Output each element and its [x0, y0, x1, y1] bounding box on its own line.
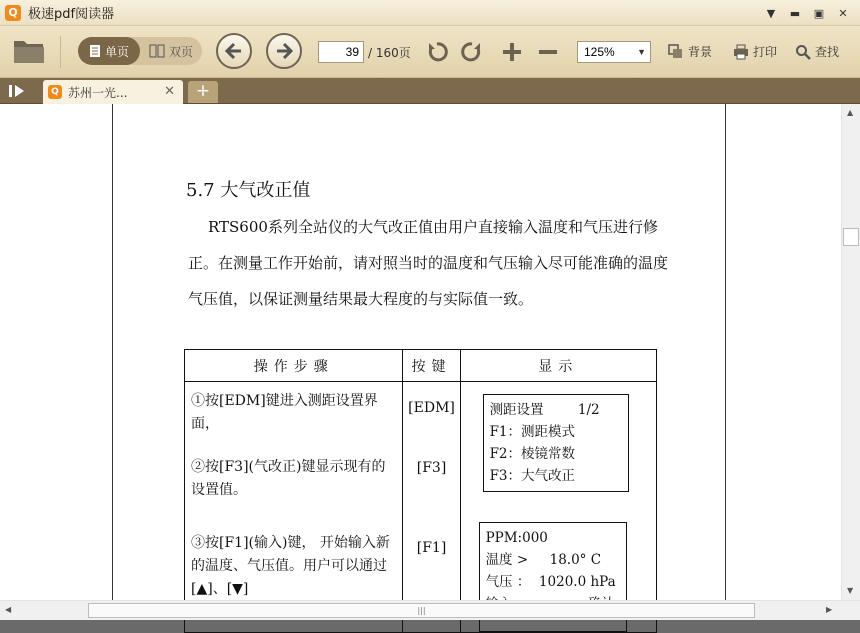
find-button[interactable] — [795, 43, 839, 60]
double-page-label: 双页 — [168, 44, 193, 59]
lcd-screen-1 — [483, 394, 629, 492]
paragraph-text: RTS600系列全站仪的大气改正值由用户直接输入温度和气压进行修正。在测量工作开始前，请对照当时的温度和气压输入尽可能准确的温度气压值，以保证测量结果最大程度的与实际值一致。 — [188, 218, 669, 308]
step-1: ①按[EDM]键进入测距设置界面， — [191, 393, 378, 432]
new-tab-button[interactable]: + — [188, 81, 218, 103]
double-page-icon — [149, 44, 165, 58]
print-label: 打印 — [753, 45, 778, 59]
search-icon — [795, 44, 811, 60]
window-title: 极速pdf阅读器 — [28, 7, 115, 22]
arrow-right-icon — [273, 40, 295, 62]
display-cell — [460, 382, 656, 633]
rotate-left-icon[interactable] — [425, 40, 449, 64]
close-icon[interactable]: ✕ — [838, 6, 848, 20]
find-label: 查找 — [815, 45, 840, 59]
pdf-page — [0, 104, 841, 600]
step-2: ②按[F3](气改正)键显示现有的设置值。 — [191, 459, 386, 498]
zoom-select[interactable] — [577, 41, 651, 63]
minimize-icon[interactable]: ▬ — [789, 6, 801, 20]
scroll-right-icon[interactable]: ▶ — [826, 605, 833, 614]
view-mode-toggle — [78, 37, 202, 65]
lcd2-line-2: 温度 > 18.0° C — [485, 552, 602, 568]
title-bar — [0, 0, 860, 26]
document-tab[interactable] — [43, 80, 183, 104]
horizontal-scrollbar[interactable] — [0, 600, 860, 620]
toolbar-separator — [60, 36, 61, 68]
maximize-icon[interactable]: ▣ — [813, 6, 825, 20]
lcd2-line-1: PPM:000 — [485, 530, 548, 546]
chevron-down-icon: ▼ — [637, 47, 646, 57]
pdf-file-icon: Q — [48, 85, 62, 99]
lcd1-line-2: F1：测距模式 — [489, 424, 576, 440]
section-paragraph — [188, 209, 668, 317]
lcd1-line-3: F2：棱镜常数 — [489, 446, 576, 462]
rotate-right-icon[interactable] — [460, 40, 484, 64]
zoom-value: 125% — [584, 45, 615, 59]
tab-label: 苏州一光... — [68, 85, 128, 100]
single-page-button[interactable] — [78, 37, 140, 65]
page-border-left — [112, 104, 113, 600]
table-header-row — [185, 350, 657, 382]
zoom-in-icon[interactable] — [500, 40, 524, 64]
background-label: 背景 — [688, 45, 713, 59]
procedure-table — [184, 349, 657, 633]
lcd1-line-1: 测距设置 1/2 — [489, 402, 600, 418]
single-page-icon — [89, 44, 101, 58]
tab-bar — [0, 78, 860, 104]
total-pages-label: / 160页 — [368, 46, 411, 60]
tab-close-icon[interactable]: ✕ — [164, 84, 175, 99]
arrow-left-icon — [223, 40, 245, 62]
scroll-up-icon[interactable]: ▲ — [847, 108, 854, 117]
lcd1-line-4: F3：大气改正 — [489, 468, 576, 484]
toolbar — [0, 26, 860, 78]
print-button[interactable] — [733, 43, 777, 60]
single-page-label: 单页 — [104, 44, 129, 59]
header-steps: 操作步骤 — [185, 350, 403, 382]
header-keys: 按键 — [403, 350, 460, 382]
sidebar-toggle-icon[interactable] — [8, 83, 30, 99]
key-2: [F3] — [416, 460, 447, 476]
printer-icon — [733, 44, 749, 60]
next-page-button[interactable] — [266, 33, 302, 69]
lcd2-line-3: 气压 ： 1020.0 hPa — [485, 574, 616, 590]
open-folder-icon[interactable] — [12, 37, 46, 65]
section-heading: 5.7 大气改正值 — [186, 180, 311, 201]
current-page-input[interactable]: 39 — [318, 41, 364, 63]
previous-page-button[interactable] — [216, 33, 252, 69]
double-page-button[interactable] — [140, 37, 202, 65]
app-logo-icon: Q — [5, 5, 21, 21]
vertical-scroll-thumb[interactable] — [843, 228, 859, 246]
scroll-down-icon[interactable]: ▼ — [847, 586, 854, 595]
key-1: [EDM] — [408, 400, 455, 416]
scroll-left-icon[interactable]: ◀ — [5, 605, 12, 614]
background-button[interactable] — [668, 43, 712, 60]
table-row — [185, 382, 657, 633]
step-3: ③按[F1](输入)键， 开始输入新的温度、气压值。用户可以通过[▲]、[▼] — [191, 535, 390, 597]
background-icon — [668, 44, 684, 60]
page-border-right — [725, 104, 726, 600]
zoom-out-icon[interactable] — [536, 40, 560, 64]
steps-cell — [185, 382, 403, 633]
menu-dropdown-icon[interactable]: ▼ — [766, 6, 776, 20]
document-viewport[interactable] — [0, 104, 841, 600]
horizontal-scroll-thumb[interactable]: ||| — [88, 603, 755, 618]
vertical-scrollbar[interactable] — [841, 104, 860, 600]
header-display: 显示 — [460, 350, 656, 382]
key-3: [F1] — [416, 540, 447, 556]
keys-cell — [403, 382, 460, 633]
